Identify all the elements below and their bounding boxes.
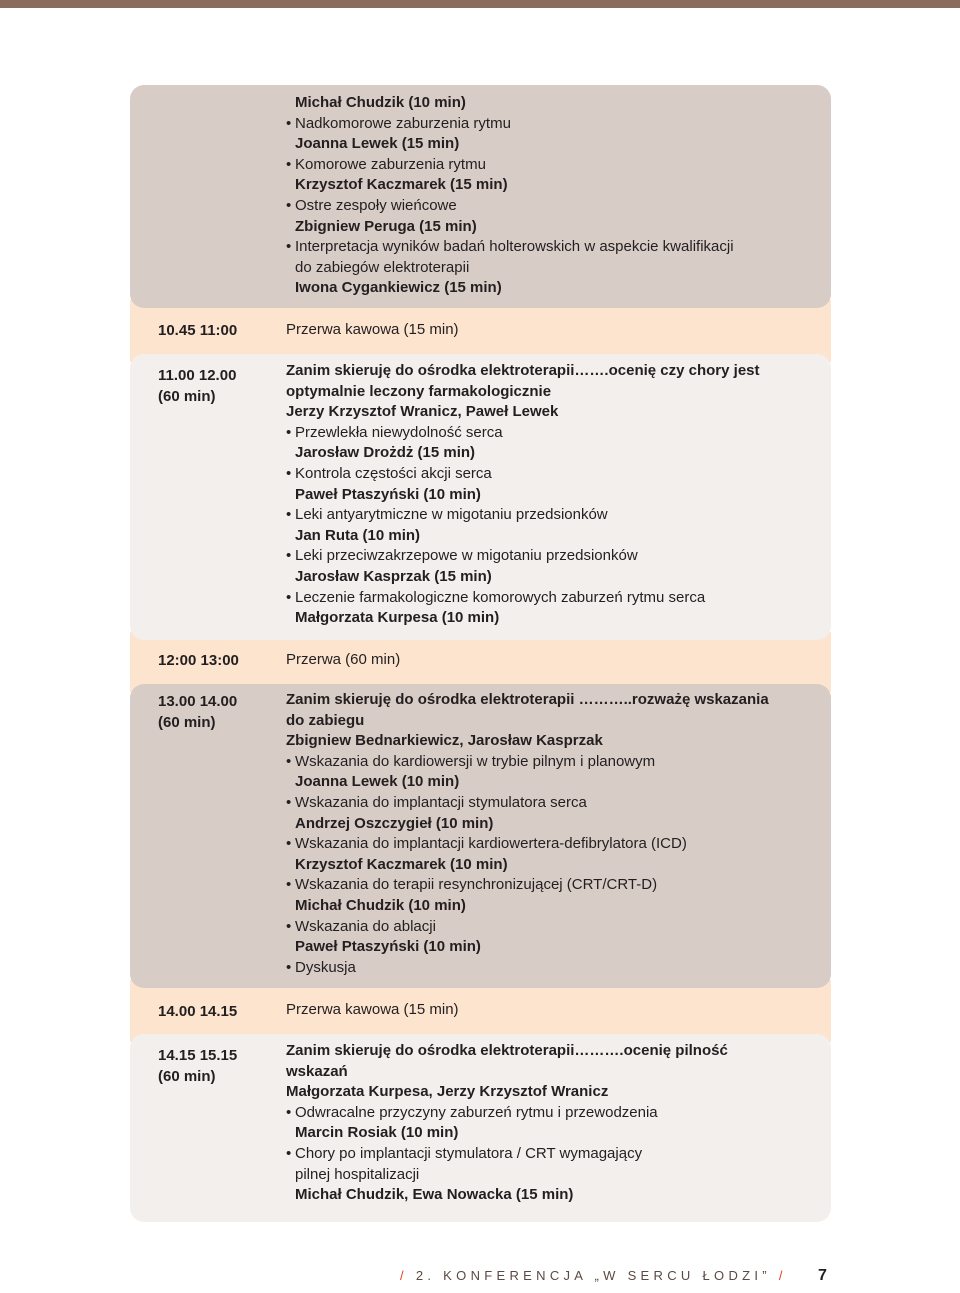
session-title: Zanim skieruję do ośrodka elektroterapii ………..rozważę wskazania: [286, 691, 769, 708]
session-title: do zabiegu: [286, 711, 365, 729]
talk-topic: • Wskazania do implantacji kardiowertera-defibrylatora (ICD): [286, 834, 769, 855]
session-title: Jerzy Krzysztof Wranicz, Paweł Lewek: [286, 403, 559, 421]
talk-topic: • Wskazania do ablacji: [286, 917, 769, 938]
session-4-duration: (60 min): [158, 1068, 216, 1085]
session-4-content: [286, 1041, 728, 1206]
talk-topic: • Przewlekła niewydolność serca: [286, 423, 760, 444]
break-1-time: 10.45 11:00: [158, 322, 238, 339]
session-title: wskazań: [286, 1062, 348, 1080]
talk-topic: • Nadkomorowe zaburzenia rytmu: [286, 114, 734, 135]
session-1-content: [286, 93, 734, 299]
speaker-name: Iwona Cygankiewicz (15 min): [295, 279, 502, 297]
speaker-name: Zbigniew Peruga (15 min): [295, 217, 477, 235]
session-2-duration: (60 min): [158, 388, 216, 405]
speaker-name: Joanna Lewek (15 min): [295, 135, 460, 153]
session-title: optymalnie leczony farmakologicznie: [286, 382, 552, 400]
footer-slash-left: /: [400, 1268, 408, 1283]
break-2-time: 12:00 13:00: [158, 652, 239, 669]
talk-topic: • Kontrola częstości akcji serca: [286, 464, 760, 485]
session-4-time: 14.15 15.15: [158, 1047, 238, 1064]
session-3-duration: (60 min): [158, 714, 216, 731]
talk-topic: • Leczenie farmakologiczne komorowych zaburzeń rytmu serca: [286, 588, 760, 609]
break-1-label: Przerwa kawowa (15 min): [286, 321, 459, 338]
session-3-content: [286, 690, 769, 978]
footer-text: 2. KONFERENCJA „W SERCU ŁODZI”: [407, 1268, 779, 1283]
talk-topic: • Wskazania do implantacji stymulatora serca: [286, 793, 769, 814]
speaker-name: Michał Chudzik (10 min): [295, 94, 466, 111]
session-3-time: 13.00 14.00: [158, 693, 238, 710]
speaker-name: Paweł Ptaszyński (10 min): [295, 938, 481, 956]
speaker-name: Jarosław Kasprzak (15 min): [295, 567, 492, 585]
talk-topic: • Wskazania do terapii resynchronizującej (CRT/CRT-D): [286, 875, 769, 896]
session-title: Małgorzata Kurpesa, Jerzy Krzysztof Wranicz: [286, 1083, 609, 1101]
top-bar: [0, 0, 960, 8]
footer-slash-right: /: [778, 1268, 787, 1283]
break-3-time: 14.00 14.15: [158, 1003, 238, 1020]
break-3-label: Przerwa kawowa (15 min): [286, 1001, 459, 1018]
speaker-name: Jan Ruta (10 min): [295, 526, 421, 544]
session-title: Zbigniew Bednarkiewicz, Jarosław Kasprzak: [286, 732, 603, 750]
talk-topic: • Chory po implantacji stymulatora / CRT wymagający: [286, 1144, 728, 1165]
speaker-name: Jarosław Drożdż (15 min): [295, 444, 476, 462]
session-title: Zanim skieruję do ośrodka elektroterapii…….ocenię czy chory jest: [286, 362, 760, 379]
talk-topic: • Interpretacja wyników badań holterowskich w aspekcie kwalifikacji: [286, 237, 734, 258]
talk-topic: • Leki przeciwzakrzepowe w migotaniu przedsionków: [286, 546, 760, 567]
session-2-time: 11.00 12.00: [158, 367, 237, 384]
talk-topic-continued: pilnej hospitalizacji: [295, 1165, 420, 1183]
talk-topic: • Ostre zespoły wieńcowe: [286, 196, 734, 217]
speaker-name: Michał Chudzik, Ewa Nowacka (15 min): [295, 1186, 574, 1204]
talk-topic: • Dyskusja: [286, 958, 769, 979]
speaker-name: Marcin Rosiak (10 min): [295, 1124, 459, 1142]
speaker-name: Andrzej Oszczygieł (10 min): [295, 814, 494, 832]
talk-topic: • Wskazania do kardiowersji w trybie pilnym i planowym: [286, 752, 769, 773]
talk-topic: • Leki antyarytmiczne w migotaniu przedsionków: [286, 505, 760, 526]
speaker-name: Joanna Lewek (10 min): [295, 773, 460, 791]
speaker-name: Krzysztof Kaczmarek (10 min): [295, 855, 508, 873]
speaker-name: Małgorzata Kurpesa (10 min): [295, 609, 500, 627]
footer-conference: [400, 1268, 787, 1283]
break-2-label: Przerwa (60 min): [286, 651, 401, 668]
speaker-name: Paweł Ptaszyński (10 min): [295, 485, 481, 503]
speaker-name: Krzysztof Kaczmarek (15 min): [295, 176, 508, 194]
talk-topic: • Odwracalne przyczyny zaburzeń rytmu i przewodzenia: [286, 1103, 728, 1124]
page-number: 7: [818, 1267, 827, 1284]
talk-topic: • Komorowe zaburzenia rytmu: [286, 155, 734, 176]
speaker-name: Michał Chudzik (10 min): [295, 896, 466, 914]
session-title: Zanim skieruję do ośrodka elektroterapii……….ocenię pilność: [286, 1042, 728, 1059]
session-2-content: [286, 361, 760, 629]
talk-topic-continued: do zabiegów elektroterapii: [295, 258, 470, 276]
